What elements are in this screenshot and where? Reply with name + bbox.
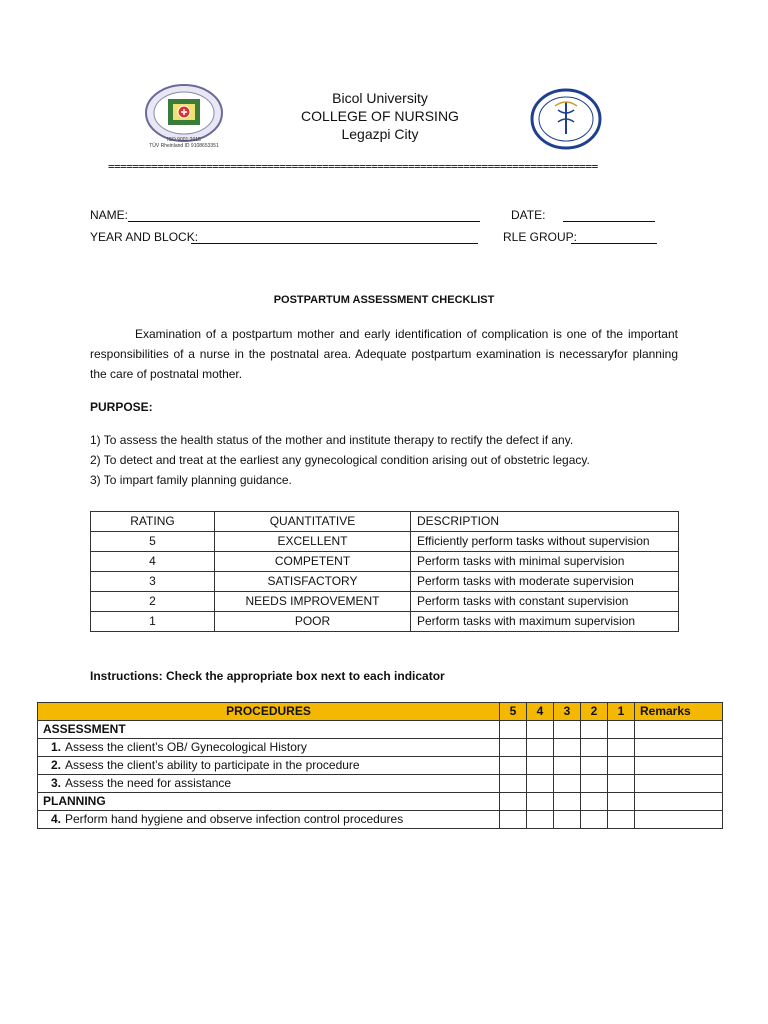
procedure-number: 4. bbox=[50, 812, 61, 826]
score-box[interactable] bbox=[608, 793, 635, 811]
year-block-input-line[interactable] bbox=[191, 230, 478, 244]
rating-header: RATING bbox=[91, 512, 215, 532]
score-5-header: 5 bbox=[500, 703, 527, 721]
score-box[interactable] bbox=[581, 721, 608, 739]
table-header-row bbox=[91, 512, 679, 532]
score-box[interactable] bbox=[554, 721, 581, 739]
rating-scale-table bbox=[90, 511, 679, 632]
description-cell: Perform tasks with constant supervision bbox=[411, 592, 679, 612]
quantitative-cell: EXCELLENT bbox=[215, 532, 411, 552]
remarks-cell[interactable] bbox=[635, 775, 723, 793]
purpose-item: 2) To detect and treat at the earliest any gynecological condition arising out of obstetric legacy. bbox=[90, 453, 590, 467]
table-row bbox=[91, 532, 679, 552]
score-box[interactable] bbox=[500, 757, 527, 775]
iso-certification bbox=[138, 137, 230, 149]
procedures-header: PROCEDURES bbox=[38, 703, 500, 721]
procedure-item bbox=[38, 757, 500, 775]
quantitative-header: QUANTITATIVE bbox=[215, 512, 411, 532]
score-box[interactable] bbox=[608, 739, 635, 757]
score-box[interactable] bbox=[581, 739, 608, 757]
table-row bbox=[91, 552, 679, 572]
purpose-heading: PURPOSE: bbox=[90, 400, 153, 414]
section-title: PLANNING bbox=[38, 793, 500, 811]
procedure-item bbox=[38, 739, 500, 757]
rle-group-input-line[interactable] bbox=[571, 230, 657, 244]
table-row bbox=[38, 811, 723, 829]
quantitative-cell: POOR bbox=[215, 612, 411, 632]
score-box[interactable] bbox=[608, 811, 635, 829]
remarks-cell[interactable] bbox=[635, 757, 723, 775]
score-box[interactable] bbox=[608, 721, 635, 739]
table-row bbox=[38, 757, 723, 775]
university-name: Bicol University bbox=[332, 90, 428, 106]
table-row bbox=[91, 572, 679, 592]
table-row bbox=[91, 592, 679, 612]
score-4-header: 4 bbox=[527, 703, 554, 721]
date-label: DATE: bbox=[511, 208, 546, 222]
score-box[interactable] bbox=[527, 757, 554, 775]
section-row bbox=[38, 721, 723, 739]
rle-group-label: RLE GROUP: bbox=[503, 230, 578, 244]
score-box[interactable] bbox=[500, 793, 527, 811]
procedure-text: Assess the need for assistance bbox=[65, 776, 232, 790]
procedure-text: Perform hand hygiene and observe infection control procedures bbox=[65, 812, 404, 826]
procedure-number: 1. bbox=[50, 740, 61, 754]
iso-line-2: TÜV Rheinland ID 9108653351 bbox=[149, 143, 219, 149]
description-cell: Efficiently perform tasks without supervision bbox=[411, 532, 679, 552]
description-cell: Perform tasks with maximum supervision bbox=[411, 612, 679, 632]
rating-cell: 1 bbox=[91, 612, 215, 632]
description-cell: Perform tasks with minimal supervision bbox=[411, 552, 679, 572]
procedure-text: Assess the client’s OB/ Gynecological History bbox=[65, 740, 307, 754]
institution-header bbox=[250, 89, 510, 143]
score-box[interactable] bbox=[527, 739, 554, 757]
name-label: NAME: bbox=[90, 208, 129, 222]
rating-cell: 4 bbox=[91, 552, 215, 572]
score-box[interactable] bbox=[554, 793, 581, 811]
rating-cell: 2 bbox=[91, 592, 215, 612]
procedure-item bbox=[38, 811, 500, 829]
remarks-header: Remarks bbox=[635, 703, 723, 721]
score-box[interactable] bbox=[581, 757, 608, 775]
score-box[interactable] bbox=[527, 721, 554, 739]
city-name: Legazpi City bbox=[341, 126, 419, 142]
score-box[interactable] bbox=[581, 793, 608, 811]
score-box[interactable] bbox=[527, 811, 554, 829]
section-row bbox=[38, 793, 723, 811]
rating-cell: 5 bbox=[91, 532, 215, 552]
name-input-line[interactable] bbox=[128, 208, 480, 222]
score-box[interactable] bbox=[500, 811, 527, 829]
score-box[interactable] bbox=[554, 739, 581, 757]
score-box[interactable] bbox=[554, 775, 581, 793]
remarks-cell[interactable] bbox=[635, 793, 723, 811]
score-box[interactable] bbox=[527, 793, 554, 811]
instructions-text: Instructions: Check the appropriate box next to each indicator bbox=[90, 669, 445, 683]
score-box[interactable] bbox=[581, 775, 608, 793]
table-row bbox=[91, 612, 679, 632]
remarks-cell[interactable] bbox=[635, 721, 723, 739]
date-input-line[interactable] bbox=[563, 208, 655, 222]
description-cell: Perform tasks with moderate supervision bbox=[411, 572, 679, 592]
table-row bbox=[38, 739, 723, 757]
year-block-label: YEAR AND BLOCK: bbox=[90, 230, 199, 244]
rating-cell: 3 bbox=[91, 572, 215, 592]
section-title: ASSESSMENT bbox=[38, 721, 500, 739]
checklist-title: POSTPARTUM ASSESSMENT CHECKLIST bbox=[273, 294, 495, 306]
score-box[interactable] bbox=[500, 721, 527, 739]
table-header-row bbox=[38, 703, 723, 721]
score-box[interactable] bbox=[608, 757, 635, 775]
iso-line-1: ISO 9001:2015 bbox=[167, 137, 201, 143]
quantitative-cell: SATISFACTORY bbox=[215, 572, 411, 592]
score-3-header: 3 bbox=[554, 703, 581, 721]
score-box[interactable] bbox=[608, 775, 635, 793]
score-box[interactable] bbox=[500, 739, 527, 757]
college-name: COLLEGE OF NURSING bbox=[301, 108, 459, 124]
score-box[interactable] bbox=[554, 757, 581, 775]
score-2-header: 2 bbox=[581, 703, 608, 721]
remarks-cell[interactable] bbox=[635, 811, 723, 829]
purpose-item: 1) To assess the health status of the mother and institute therapy to rectify the defect if any. bbox=[90, 433, 574, 447]
procedure-item bbox=[38, 775, 500, 793]
procedure-number: 3. bbox=[50, 776, 61, 790]
procedure-number: 2. bbox=[50, 758, 61, 772]
procedure-text: Assess the client’s ability to participate in the procedure bbox=[65, 758, 360, 772]
quantitative-cell: NEEDS IMPROVEMENT bbox=[215, 592, 411, 612]
table-row bbox=[38, 775, 723, 793]
intro-paragraph: Examination of a postpartum mother and early identification of complication is one of the important responsibilities of a nurse in the postnatal area. Adequate postpartum examination is necessaryfor planning the care of postnatal mother. bbox=[90, 327, 678, 381]
purpose-item: 3) To impart family planning guidance. bbox=[90, 473, 292, 487]
score-box[interactable] bbox=[500, 775, 527, 793]
quantitative-cell: COMPETENT bbox=[215, 552, 411, 572]
purpose-list bbox=[90, 430, 690, 490]
score-box[interactable] bbox=[581, 811, 608, 829]
score-box[interactable] bbox=[527, 775, 554, 793]
university-seal-logo bbox=[530, 88, 602, 150]
procedures-table bbox=[37, 702, 723, 829]
description-header: DESCRIPTION bbox=[411, 512, 679, 532]
score-box[interactable] bbox=[554, 811, 581, 829]
header-divider: ================================================================================ bbox=[108, 160, 598, 173]
remarks-cell[interactable] bbox=[635, 739, 723, 757]
score-1-header: 1 bbox=[608, 703, 635, 721]
